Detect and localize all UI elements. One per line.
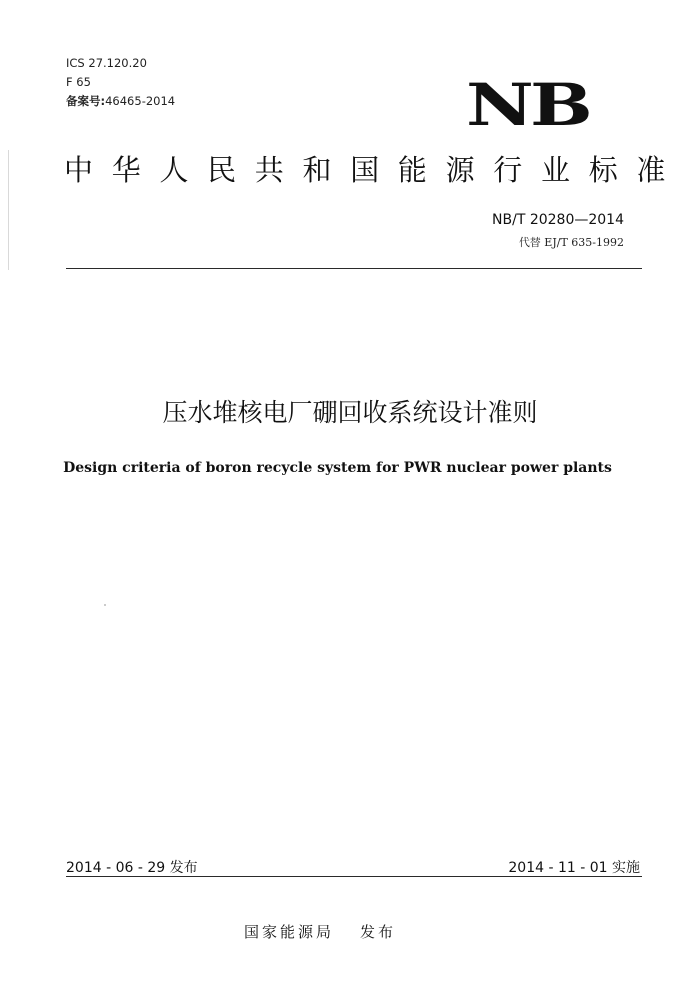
record-number: [66, 92, 175, 111]
title-chinese: 压水堆核电厂硼回收系统设计准则: [162, 398, 538, 427]
issuer-action: 发布: [360, 923, 397, 941]
record-label: 备案号:: [66, 94, 106, 108]
replaces-standard: 代替 EJ/T 635-1992: [518, 236, 624, 249]
title-english: Design criteria of boron recycle system for PWR nuclear power plants: [63, 460, 612, 476]
implementation-date: 2014 - 11 - 01 实施: [508, 860, 640, 876]
record-value: 46465-2014: [105, 94, 176, 108]
scan-speck: [104, 604, 106, 606]
issuer-name: 国家能源局: [244, 923, 335, 941]
issuer-line: [244, 921, 396, 942]
ics-code: ICS 27.120.20: [66, 56, 147, 70]
classification-code: F 65: [66, 75, 91, 89]
nb-logo: NB: [466, 71, 589, 139]
issue-date: 2014 - 06 - 29 发布: [66, 860, 198, 876]
standard-number: NB/T 20280—2014: [492, 212, 624, 228]
standard-category: 中华人民共和国能源行业标准: [64, 153, 685, 187]
header-divider: [66, 268, 642, 269]
footer-divider: [66, 876, 642, 877]
scan-edge-mark: [8, 150, 9, 270]
